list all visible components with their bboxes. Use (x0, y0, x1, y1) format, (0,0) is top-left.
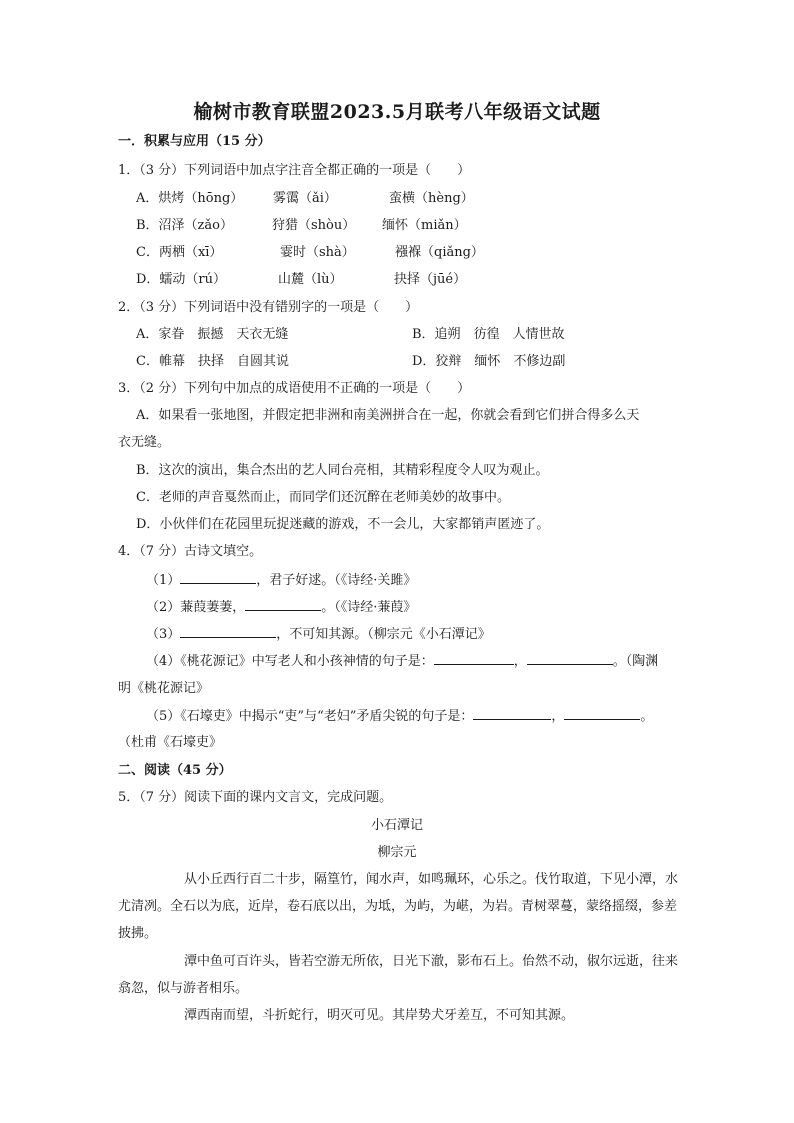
answer-blank[interactable] (180, 571, 256, 584)
q1-c-word3: 襁褓（qiǎng） (395, 245, 484, 260)
question-2-option-c: C．帷幕 抉择 自圆其说 (136, 354, 289, 369)
question-3-option-c: C．老师的声音戛然而止，而同学们还沉醉在老师美妙的故事中。 (136, 490, 510, 505)
q1-d-word1: D．蠕动（rú） (136, 272, 227, 287)
question-2-option-a: A．家眷 振撼 天衣无缝 (136, 327, 289, 342)
question-3-stem: 3．（2 分）下列句中加点的成语使用不正确的一项是（ ） (118, 381, 471, 396)
question-3-option-b: B．这次的演出，集合杰出的艺人同台亮相，其精彩程度令人叹为观止。 (136, 463, 549, 478)
q4-item5-text: （5）《石壕吏》中揭示“吏”与“老妇”矛盾尖锐的句子是： (146, 709, 474, 724)
q4-item1-number: （1） (146, 573, 181, 588)
question-3-option-d: D．小伙伴们在花园里玩捉迷藏的游戏，不一会儿，大家都销声匿迹了。 (136, 517, 550, 532)
section-heading-2: 二、阅读（45 分） (118, 763, 232, 778)
q4-item1-text: ，君子好逑。（《诗经·关雎》 (256, 573, 417, 588)
question-4-item-4-cont: 明《桃花源记》 (118, 681, 210, 696)
question-4-stem: 4．（7 分）古诗文填空。 (118, 544, 263, 559)
question-4-item-1 (146, 571, 416, 590)
q1-c-word1: C．两栖（xī） (136, 245, 223, 260)
passage-paragraph-3: 潭西南而望，斗折蛇行，明灭可见。其岸势犬牙差互，不可知其源。 (184, 1008, 575, 1023)
q1-a-word1: A．烘烤（hōng） (136, 191, 244, 206)
section-heading-1: 一．积累与应用（15 分） (118, 134, 271, 149)
q1-b-word1: B．沼泽（zǎo） (136, 218, 233, 233)
question-2-option-b: B．追朔 彷徨 人情世故 (412, 327, 565, 342)
q1-b-word2: 狩猎（shòu） (272, 218, 356, 233)
answer-blank[interactable] (245, 598, 321, 611)
q4-item5-end: 。 (640, 709, 654, 724)
question-2-stem: 2．（3 分）下列词语中没有错别字的一项是（ ） (118, 300, 419, 315)
passage-paragraph-1: 从小丘西行百二十步，隔篁竹，闻水声，如鸣珮环，心乐之。伐竹取道，下见小潭，水尤清冽。全石以为底，近岸，卷石底以出，为坻，为屿，为嵁，为岩。青树翠蔓，蒙络摇缀，参差披拂。 (118, 872, 679, 941)
q4-item4-comma: ， (513, 654, 527, 669)
question-4-item-5-cont: （杜甫《石壕吏》 (118, 735, 223, 750)
question-4-item-4 (146, 652, 658, 671)
exam-title: 榆树市教育联盟2023.5月联考八年级语文试题 (193, 101, 601, 123)
q1-a-word2: 雾霭（ǎi） (273, 191, 337, 206)
q1-b-word3: 缅怀（miǎn） (382, 218, 467, 233)
q1-c-word2: 霎时（shà） (280, 245, 355, 260)
question-4-item-5 (146, 707, 653, 726)
question-3-option-a-cont: 衣无缝。 (118, 435, 171, 450)
question-4-item-3 (146, 625, 491, 644)
q1-a-word3: 蛮横（hèng） (389, 191, 474, 206)
question-5-stem: 5．（7 分）阅读下面的课内文言文，完成问题。 (118, 790, 393, 805)
q1-d-word3: 抉择（jūé） (394, 272, 467, 287)
q4-item5-comma: ， (551, 709, 565, 724)
q4-item4-text: （4）《桃花源记》中写老人和小孩神情的句子是： (146, 654, 434, 669)
question-3-option-a: A．如果看一张地图，并假定把非洲和南美洲拼合在一起，你就会看到它们拼合得多么天 (136, 408, 640, 423)
q1-d-word2: 山麓（lù） (278, 272, 343, 287)
answer-blank[interactable] (473, 707, 551, 720)
answer-blank[interactable] (180, 625, 276, 638)
question-4-item-2 (146, 598, 416, 617)
q4-item2-source: 。（《诗经·蒹葭》 (321, 600, 417, 615)
q4-item2-text: （2）蒹葭萋萋， (146, 600, 246, 615)
passage-paragraph-2: 潭中鱼可百许头，皆若空游无所依，日光下澈，影布石上。佁然不动，俶尔远逝，往来翕忽，似与游者相乐。 (118, 954, 679, 996)
passage-author: 柳宗元 (377, 845, 417, 860)
passage-title: 小石潭记 (370, 818, 423, 833)
answer-blank[interactable] (564, 707, 640, 720)
question-1-stem: 1．（3 分）下列词语中加点字注音全都正确的一项是（ ） (118, 163, 471, 178)
q4-item3-text: ，不可知其源。（柳宗元《小石潭记》 (276, 627, 491, 642)
q4-item3-number: （3） (146, 627, 181, 642)
q4-item4-source: 。（陶渊 (612, 654, 659, 669)
answer-blank[interactable] (434, 652, 514, 665)
answer-blank[interactable] (527, 652, 613, 665)
question-2-option-d: D．狡辩 缅怀 不修边副 (412, 354, 566, 369)
